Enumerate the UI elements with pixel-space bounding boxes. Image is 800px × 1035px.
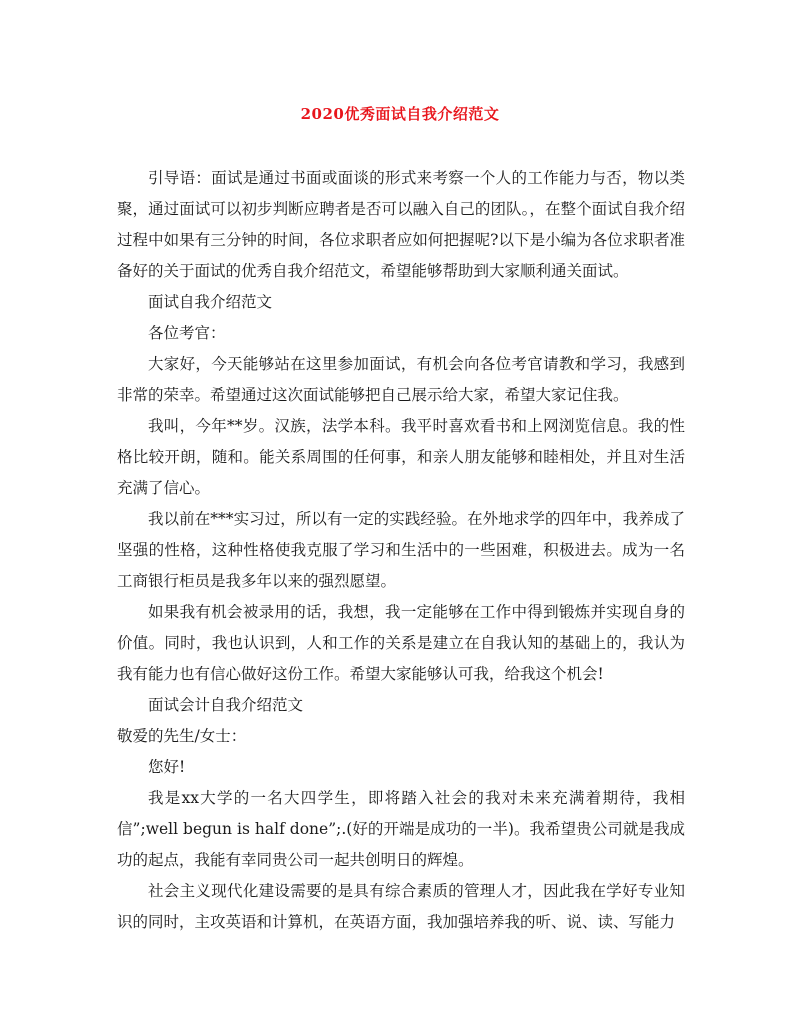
paragraph-student-intro: 我是xx大学的一名大四学生，即将踏入社会的我对未来充满着期待，我相信”;well begun is half done”;.(好的开端是成功的一半)。我希望贵公司就是我成功的起点，我能有幸同贵公司一起共创明日的辉煌。 (117, 789, 685, 869)
paragraph-hope: 如果我有机会被录用的话，我想，我一定能够在工作中得到锻炼并实现自身的价值。同时，我也认识到，人和工作的关系是建立在自我认知的基础上的，我认为我有能力也有信心做好这份工作。希望大家能够认可我，给我这个机会! (117, 603, 685, 683)
paragraph-experience: 我以前在***实习过，所以有一定的实践经验。在外地求学的四年中，我养成了坚强的性格，这种性格使我克服了学习和生活中的一些困难，积极进去。成为一名工商银行柜员是我多年以来的强烈愿望。 (117, 510, 685, 590)
salutation-sir-madam: 敬爱的先生/女士： (117, 727, 247, 745)
paragraph-personal-info: 我叫，今年**岁。汉族，法学本科。我平时喜欢看书和上网浏览信息。我的性格比较开朗，随和。能关系周围的任何事，和亲人朋友能够和睦相处，并且对生活充满了信心。 (117, 417, 685, 497)
document-body (117, 163, 685, 938)
salutation-examiners: 各位考官： (148, 324, 226, 342)
section-heading-interview: 面试自我介绍范文 (148, 293, 273, 311)
document-title: 2020优秀面试自我介绍范文 (300, 105, 500, 123)
paragraph-intro: 引导语：面试是通过书面或面谈的形式来考察一个人的工作能力与否，物以类聚，通过面试可以初步判断应聘者是否可以融入自己的团队。，在整个面试自我介绍过程中如果有三分钟的时间，各位求职者应如何把握呢?以下是小编为各位求职者准备好的关于面试的优秀自我介绍范文，希望能够帮助到大家顺利通关面试。 (117, 169, 685, 280)
paragraph-skills: 社会主义现代化建设需要的是具有综合素质的管理人才，因此我在学好专业知识的同时，主攻英语和计算机，在英语方面，我加强培养我的听、说、读、写能力 (117, 882, 685, 931)
paragraph-greeting: 大家好，今天能够站在这里参加面试，有机会向各位考官请教和学习，我感到非常的荣幸。希望通过这次面试能够把自己展示给大家，希望大家记住我。 (117, 355, 685, 404)
section-heading-accounting: 面试会计自我介绍范文 (148, 696, 304, 714)
paragraph-hello: 您好! (148, 758, 186, 776)
